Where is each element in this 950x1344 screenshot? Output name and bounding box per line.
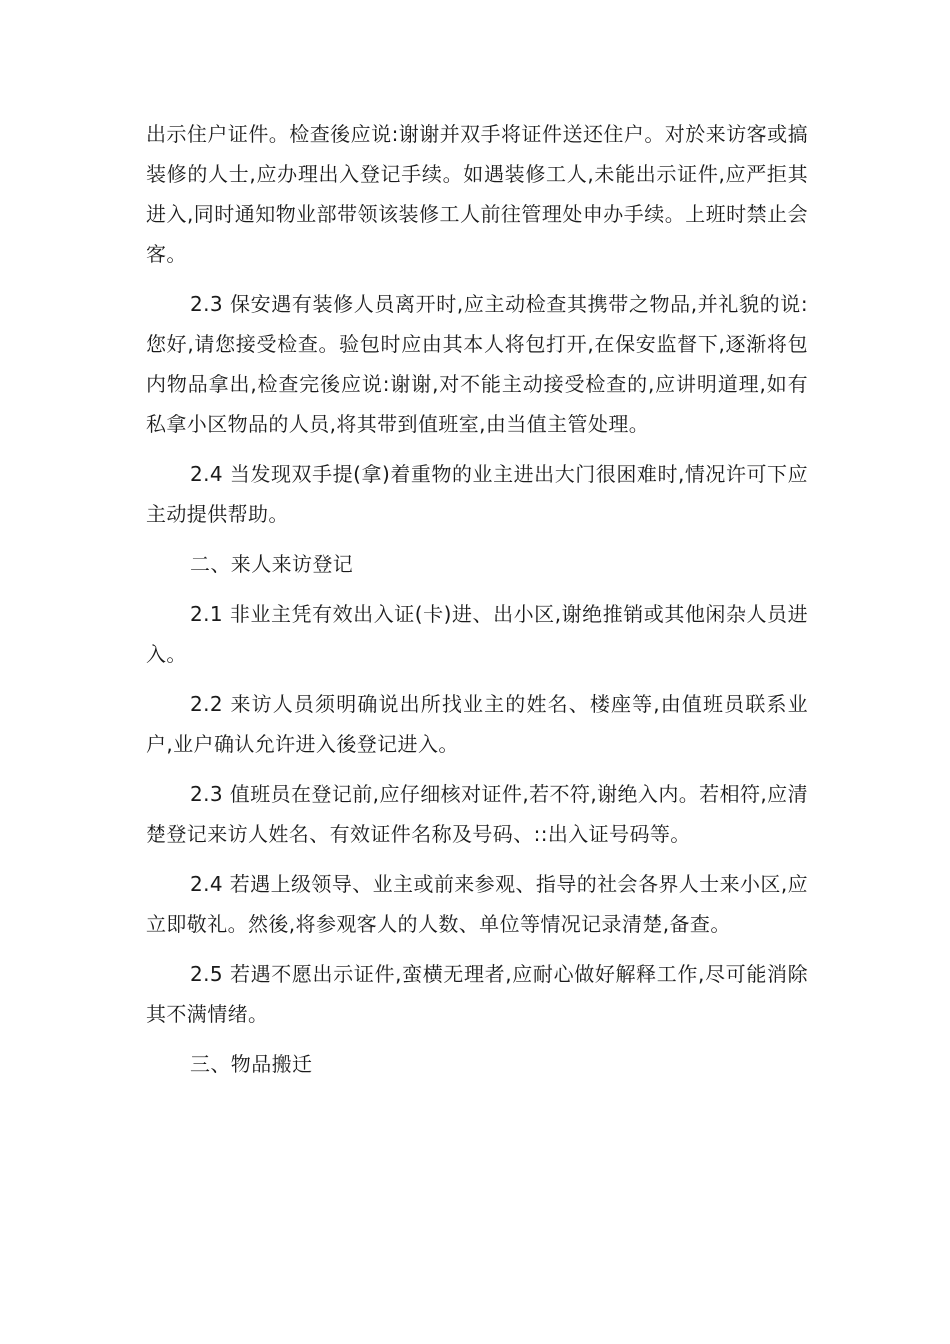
section-heading-visitor-registration: 二、来人来访登记 <box>190 552 354 576</box>
section-heading-item-relocation: 三、物品搬迁 <box>190 1052 313 1076</box>
document-body <box>146 114 808 1094</box>
paragraph-2-4-assistance: 2.4 当发现双手提(拿)着重物的业主进出大门很困难时,情况许可下应主动提供帮助。 <box>146 462 808 526</box>
paragraph-visitor-2-2: 2.2 来访人员须明确说出所找业主的姓名、楼座等,由值班员联系业户,业户确认允许进入後登记进入。 <box>146 692 808 756</box>
paragraph-2-3-inspection: 2.3 保安遇有装修人员离开时,应主动检查其携带之物品,并礼貌的说:您好,请您接受检查。验包时应由其本人将包打开,在保安监督下,逐渐将包内物品拿出,检查完後应说:谢谢,对不能主动接受检查的,应讲明道理,如有私拿小区物品的人员,将其带到值班室,由当值主管处理。 <box>146 292 808 436</box>
paragraph-intro: 出示住户证件。检查後应说:谢谢并双手将证件送还住户。对於来访客或搞装修的人士,应办理出入登记手续。如遇装修工人,未能出示证件,应严拒其进入,同时通知物业部带领该装修工人前往管理处申办手续。上班时禁止会客。 <box>146 122 808 266</box>
paragraph-visitor-2-4: 2.4 若遇上级领导、业主或前来参观、指导的社会各界人士来小区,应立即敬礼。然後,将参观客人的人数、单位等情况记录清楚,备查。 <box>146 872 808 936</box>
paragraph-visitor-2-3: 2.3 值班员在登记前,应仔细核对证件,若不符,谢绝入内。若相符,应清楚登记来访人姓名、有效证件名称及号码、::出入证号码等。 <box>146 782 808 846</box>
paragraph-visitor-2-1: 2.1 非业主凭有效出入证(卡)进、出小区,谢绝推销或其他闲杂人员进入。 <box>146 602 808 666</box>
paragraph-visitor-2-5: 2.5 若遇不愿出示证件,蛮横无理者,应耐心做好解释工作,尽可能消除其不满情绪。 <box>146 962 808 1026</box>
